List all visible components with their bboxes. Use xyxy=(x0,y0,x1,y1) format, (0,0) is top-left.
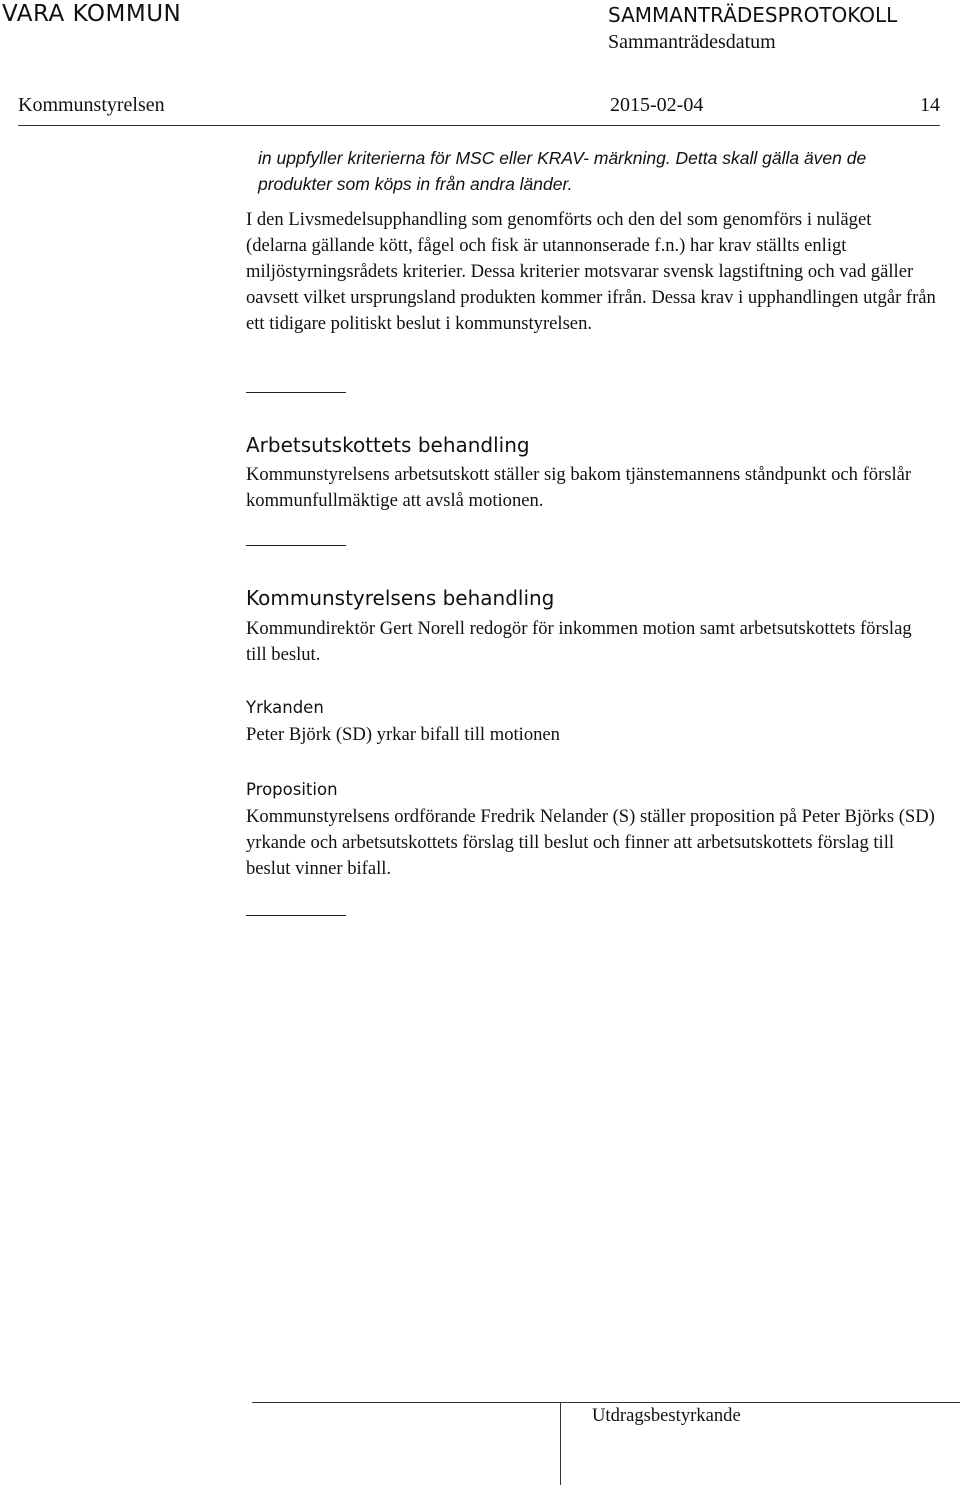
section-separator xyxy=(246,545,346,546)
meeting-date: 2015-02-04 xyxy=(610,94,704,116)
page-number: 14 xyxy=(920,94,940,116)
section-heading-arbetsutskott: Arbetsutskottets behandling xyxy=(246,433,530,457)
certification-label: Utdragsbestyrkande xyxy=(592,1405,741,1426)
section-separator xyxy=(246,392,346,393)
header-divider xyxy=(18,125,940,126)
footer-signature-box-border xyxy=(560,1402,561,1485)
procurement-paragraph: I den Livsmedelsupphandling som genomförts och den del som genomförs i nuläget (delarna gällande kött, fågel och fisk är utannonserade f.n.) har krav ställts enligt miljöstyrningsrådets kriterier. Dessa kriterier motsvarar svensk lagstiftning och vad gäller oavsett vilket ursprungsland produkten kommer ifrån. Dessa krav i upphandlingen utgår från ett tidigare politiskt beslut i kommunstyrelsen. xyxy=(246,209,936,334)
section-separator xyxy=(246,915,346,916)
footer-divider xyxy=(252,1402,960,1403)
subheading-yrkanden: Yrkanden xyxy=(246,698,324,717)
quoted-motion-text: in uppfyller kriterierna för MSC eller KRAV- märkning. Detta skall gälla även de produkter som köps in från andra länder. xyxy=(258,148,867,194)
proposition-text: Kommunstyrelsens ordförande Fredrik Nelander (S) ställer proposition på Peter Björks (SD) yrkande och arbetsutskottets förslag till beslut och finner att arbetsutskottets förslag till beslut vinner bifall. xyxy=(246,806,935,879)
section-heading-kommunstyrelsen: Kommunstyrelsens behandling xyxy=(246,586,555,610)
meeting-date-label: Sammanträdesdatum xyxy=(608,31,776,53)
section-text-kommunstyrelsen: Kommundirektör Gert Norell redogör för inkommen motion samt arbetsutskottets förslag till beslut. xyxy=(246,618,912,665)
subheading-proposition: Proposition xyxy=(246,780,338,799)
organization-name: VARA KOMMUN xyxy=(2,1,182,27)
yrkanden-text: Peter Björk (SD) yrkar bifall till motionen xyxy=(246,724,560,745)
section-text-arbetsutskott: Kommunstyrelsens arbetsutskott ställer sig bakom tjänstemannens ståndpunkt och förslår kommunfullmäktige att avslå motionen. xyxy=(246,464,912,511)
document-type: SAMMANTRÄDESPROTOKOLL xyxy=(608,3,898,27)
board-name: Kommunstyrelsen xyxy=(18,94,165,116)
